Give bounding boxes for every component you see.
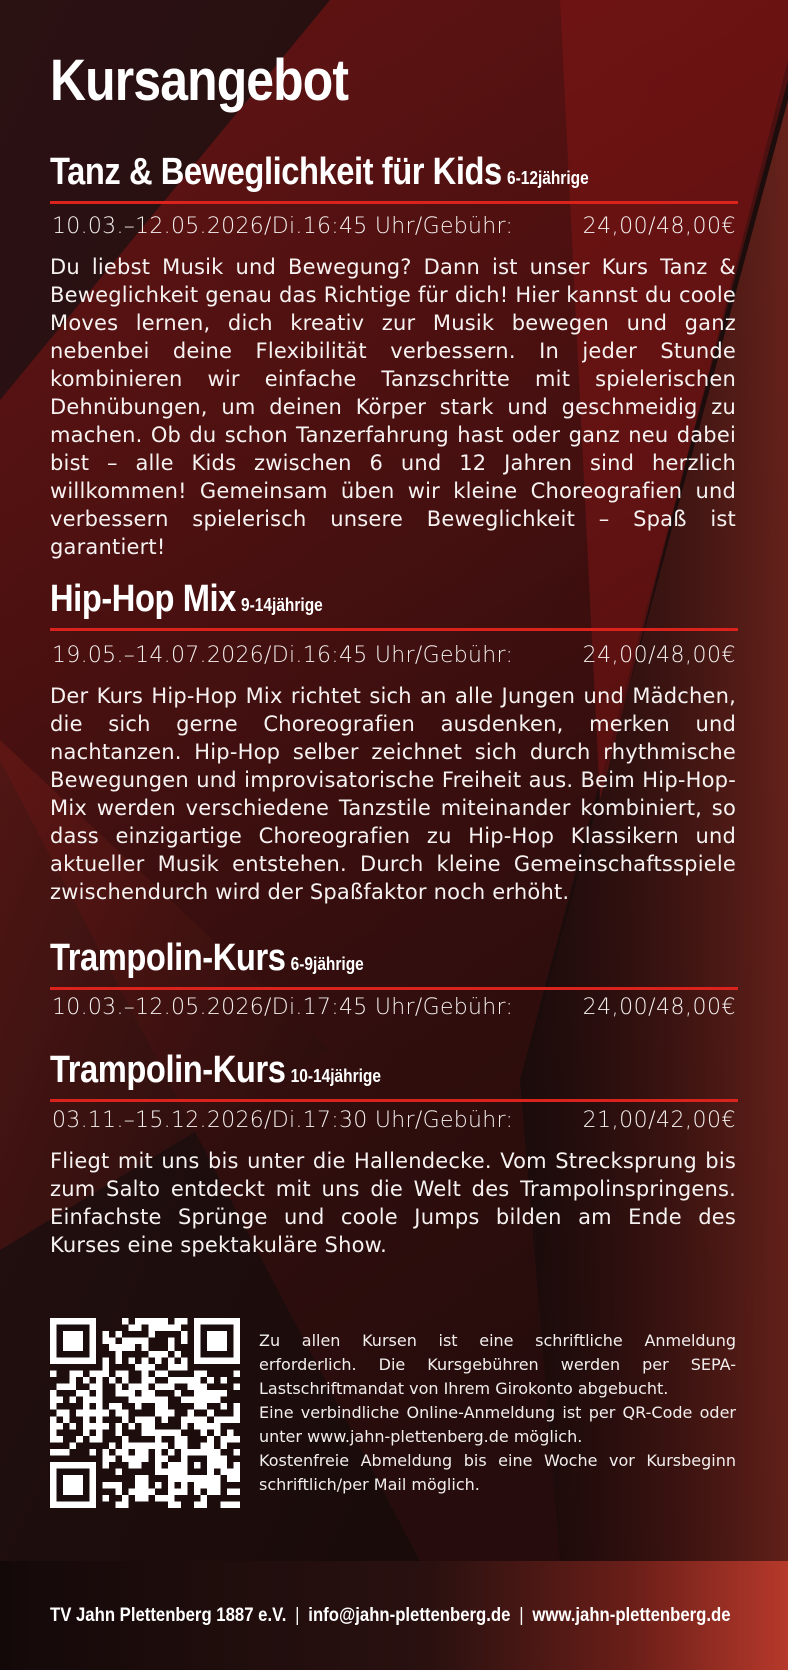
course-date-time: 03.11.–15.12.2026/Di.17:30 Uhr/Gebühr: bbox=[52, 1108, 514, 1133]
course-fee: 21,00/42,00€ bbox=[582, 1108, 736, 1133]
course-title bbox=[50, 152, 589, 198]
course-meta bbox=[50, 640, 736, 672]
course-fee: 24,00/48,00€ bbox=[582, 214, 736, 239]
course-heading bbox=[50, 937, 738, 990]
course-age: 6-9jährige bbox=[290, 954, 364, 974]
course-age: 9-14jährige bbox=[241, 595, 323, 615]
course-heading bbox=[50, 578, 738, 631]
qr-code-modules bbox=[50, 1318, 240, 1508]
footer-email-link[interactable]: info@jahn-plettenberg.de bbox=[308, 1605, 511, 1626]
footer-bar bbox=[0, 1561, 788, 1670]
course-title bbox=[50, 1050, 381, 1096]
footer-separator: | bbox=[519, 1605, 524, 1626]
registration-paragraph: Kostenfreie Abmeldung bis eine Woche vor Kursbeginn schriftlich/per Mail möglich. bbox=[259, 1451, 736, 1494]
course-date-time: 10.03.–12.05.2026/Di.17:45 Uhr/Gebühr: bbox=[52, 995, 514, 1020]
course-description: Der Kurs Hip-Hop Mix richtet sich an alle Jungen und Mädchen, die sich gerne Choreografien ausdenken, merken und nachtanzen. Hip-Hop selber zeichnet sich durch rhythmische Bewegungen und improvisatorische Freiheit aus. Beim Hip-Hop-Mix werden verschiedene Tanzstile miteinander kombiniert, so dass einzigartige Choreografien zu Hip-Hop Klassikern und aktueller Musik entstehen. Durch kleine Gemeinschaftsspiele zwischendurch wird der Spaßfaktor noch erhöht. bbox=[50, 684, 736, 904]
footer-club-name: TV Jahn Plettenberg 1887 e.V. bbox=[50, 1605, 287, 1626]
course-title bbox=[50, 579, 323, 625]
course-date-time: 19.05.–14.07.2026/Di.16:45 Uhr/Gebühr: bbox=[52, 643, 514, 668]
footer-separator: | bbox=[295, 1605, 300, 1626]
course-heading bbox=[50, 1049, 738, 1102]
registration-info bbox=[259, 1329, 736, 1497]
page-title: Kursangebot bbox=[50, 48, 349, 113]
footer-website-link[interactable]: www.jahn-plettenberg.de bbox=[532, 1605, 731, 1626]
qr-code[interactable] bbox=[50, 1318, 240, 1508]
course-description: Du liebst Musik und Bewegung? Dann ist unser Kurs Tanz & Beweglichkeit genau das Richtige für dich! Hier kannst du coole Moves lernen, dich kreativ zur Musik bewegen und ganz nebenbei deine Flexibilität verbessern. In jeder Stunde kombinieren wir einfache Tanzschritte mit spielerischen Dehnübungen, um deinen Körper stark und geschmeidig zu machen. Ob du schon Tanzerfahrung hast oder ganz neu dabei bist – alle Kids zwischen 6 und 12 Jahren sind herzlich willkommen! Gemeinsam üben wir kleine Choreografien und verbessern spielerisch unsere Beweglichkeit – Spaß ist garantiert! bbox=[50, 255, 736, 559]
course-fee: 24,00/48,00€ bbox=[582, 643, 736, 668]
registration-paragraph: Zu allen Kursen ist eine schriftliche Anmeldung erforderlich. Die Kursgebühren werden per SEPA-Lastschriftmandat von Ihrem Girokonto abgebucht. bbox=[259, 1331, 736, 1398]
footer-text bbox=[50, 1597, 731, 1635]
course-heading bbox=[50, 151, 738, 204]
course-name: Trampolin-Kurs bbox=[50, 937, 286, 979]
course-date-time: 10.03.–12.05.2026/Di.16:45 Uhr/Gebühr: bbox=[52, 214, 514, 239]
course-description: Fliegt mit uns bis unter die Hallendecke. Vom Strecksprung bis zum Salto entdeckt mit uns die Welt des Trampolinspringens. Einfachste Sprünge und coole Jumps bilden am Ende des Kurses eine spektakuläre Show. bbox=[50, 1149, 736, 1257]
course-meta bbox=[50, 211, 736, 243]
course-name: Trampolin-Kurs bbox=[50, 1049, 286, 1091]
course-age: 10-14jährige bbox=[290, 1066, 381, 1086]
course-title bbox=[50, 938, 364, 984]
course-name: Hip-Hop Mix bbox=[50, 578, 236, 620]
course-fee: 24,00/48,00€ bbox=[582, 995, 736, 1020]
course-meta bbox=[50, 992, 736, 1024]
course-name: Tanz & Beweglichkeit für Kids bbox=[50, 151, 502, 193]
course-meta bbox=[50, 1105, 736, 1137]
course-age: 6-12jährige bbox=[506, 168, 589, 188]
registration-paragraph: Eine verbindliche Online-Anmeldung ist per QR-Code oder unter www.jahn-plettenberg.de möglich. bbox=[259, 1403, 736, 1446]
